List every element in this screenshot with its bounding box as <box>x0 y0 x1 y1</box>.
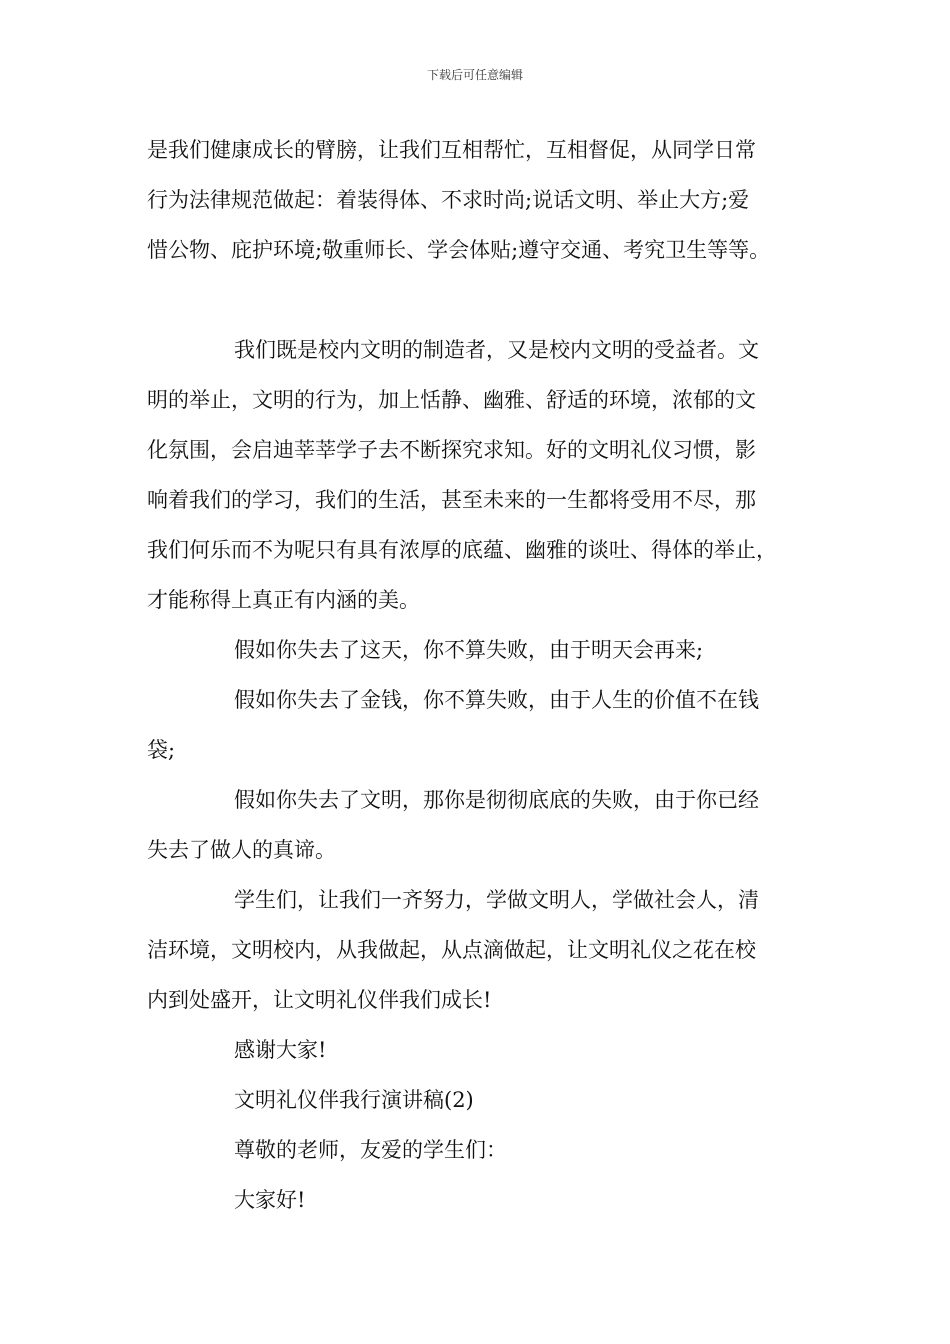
text-line: 明的举止，文明的行为，加上恬静、幽雅、舒适的环境，浓郁的文 <box>147 388 756 412</box>
text-line: 感谢大家! <box>234 1038 327 1062</box>
text-line: 我们何乐而不为呢只有具有浓厚的底蕴、幽雅的谈吐、得体的举止， <box>147 538 777 562</box>
text-line: 假如你失去了这天，你不算失败，由于明天会再来; <box>234 638 704 662</box>
text-line: 行为法律规范做起：着装得体、不求时尚;说话文明、举止大方;爱 <box>147 188 750 212</box>
text-line: 惜公物、庇护环境;敬重师长、学会体贴;遵守交通、考究卫生等等。 <box>147 238 771 262</box>
text-line: 袋; <box>147 738 176 762</box>
section-title: 文明礼仪伴我行演讲稿(2) <box>234 1088 474 1112</box>
text-line: 化氛围，会启迪莘莘学子去不断探究求知。好的文明礼仪习惯，影 <box>147 438 756 462</box>
text-line: 洁环境，文明校内，从我做起，从点滴做起，让文明礼仪之花在校 <box>147 938 756 962</box>
text-line: 假如你失去了金钱，你不算失败，由于人生的价值不在钱 <box>234 688 759 712</box>
text-line: 尊敬的老师，友爱的学生们： <box>234 1138 507 1162</box>
text-line: 是我们健康成长的臂膀，让我们互相帮忙，互相督促，从同学日常 <box>147 138 756 162</box>
header-note: 下载后可任意编辑 <box>426 68 523 82</box>
text-line: 响着我们的学习，我们的生活，甚至未来的一生都将受用不尽，那 <box>147 488 756 512</box>
text-line: 失去了做人的真谛。 <box>147 838 336 862</box>
text-line: 大家好! <box>234 1188 306 1212</box>
text-line: 才能称得上真正有内涵的美。 <box>147 588 420 612</box>
text-line: 学生们，让我们一齐努力，学做文明人，学做社会人，清 <box>234 888 759 912</box>
text-line: 我们既是校内文明的制造者，又是校内文明的受益者。文 <box>234 338 759 362</box>
text-line: 内到处盛开，让文明礼仪伴我们成长! <box>147 988 492 1012</box>
text-line: 假如你失去了文明，那你是彻彻底底的失败，由于你已经 <box>234 788 759 812</box>
